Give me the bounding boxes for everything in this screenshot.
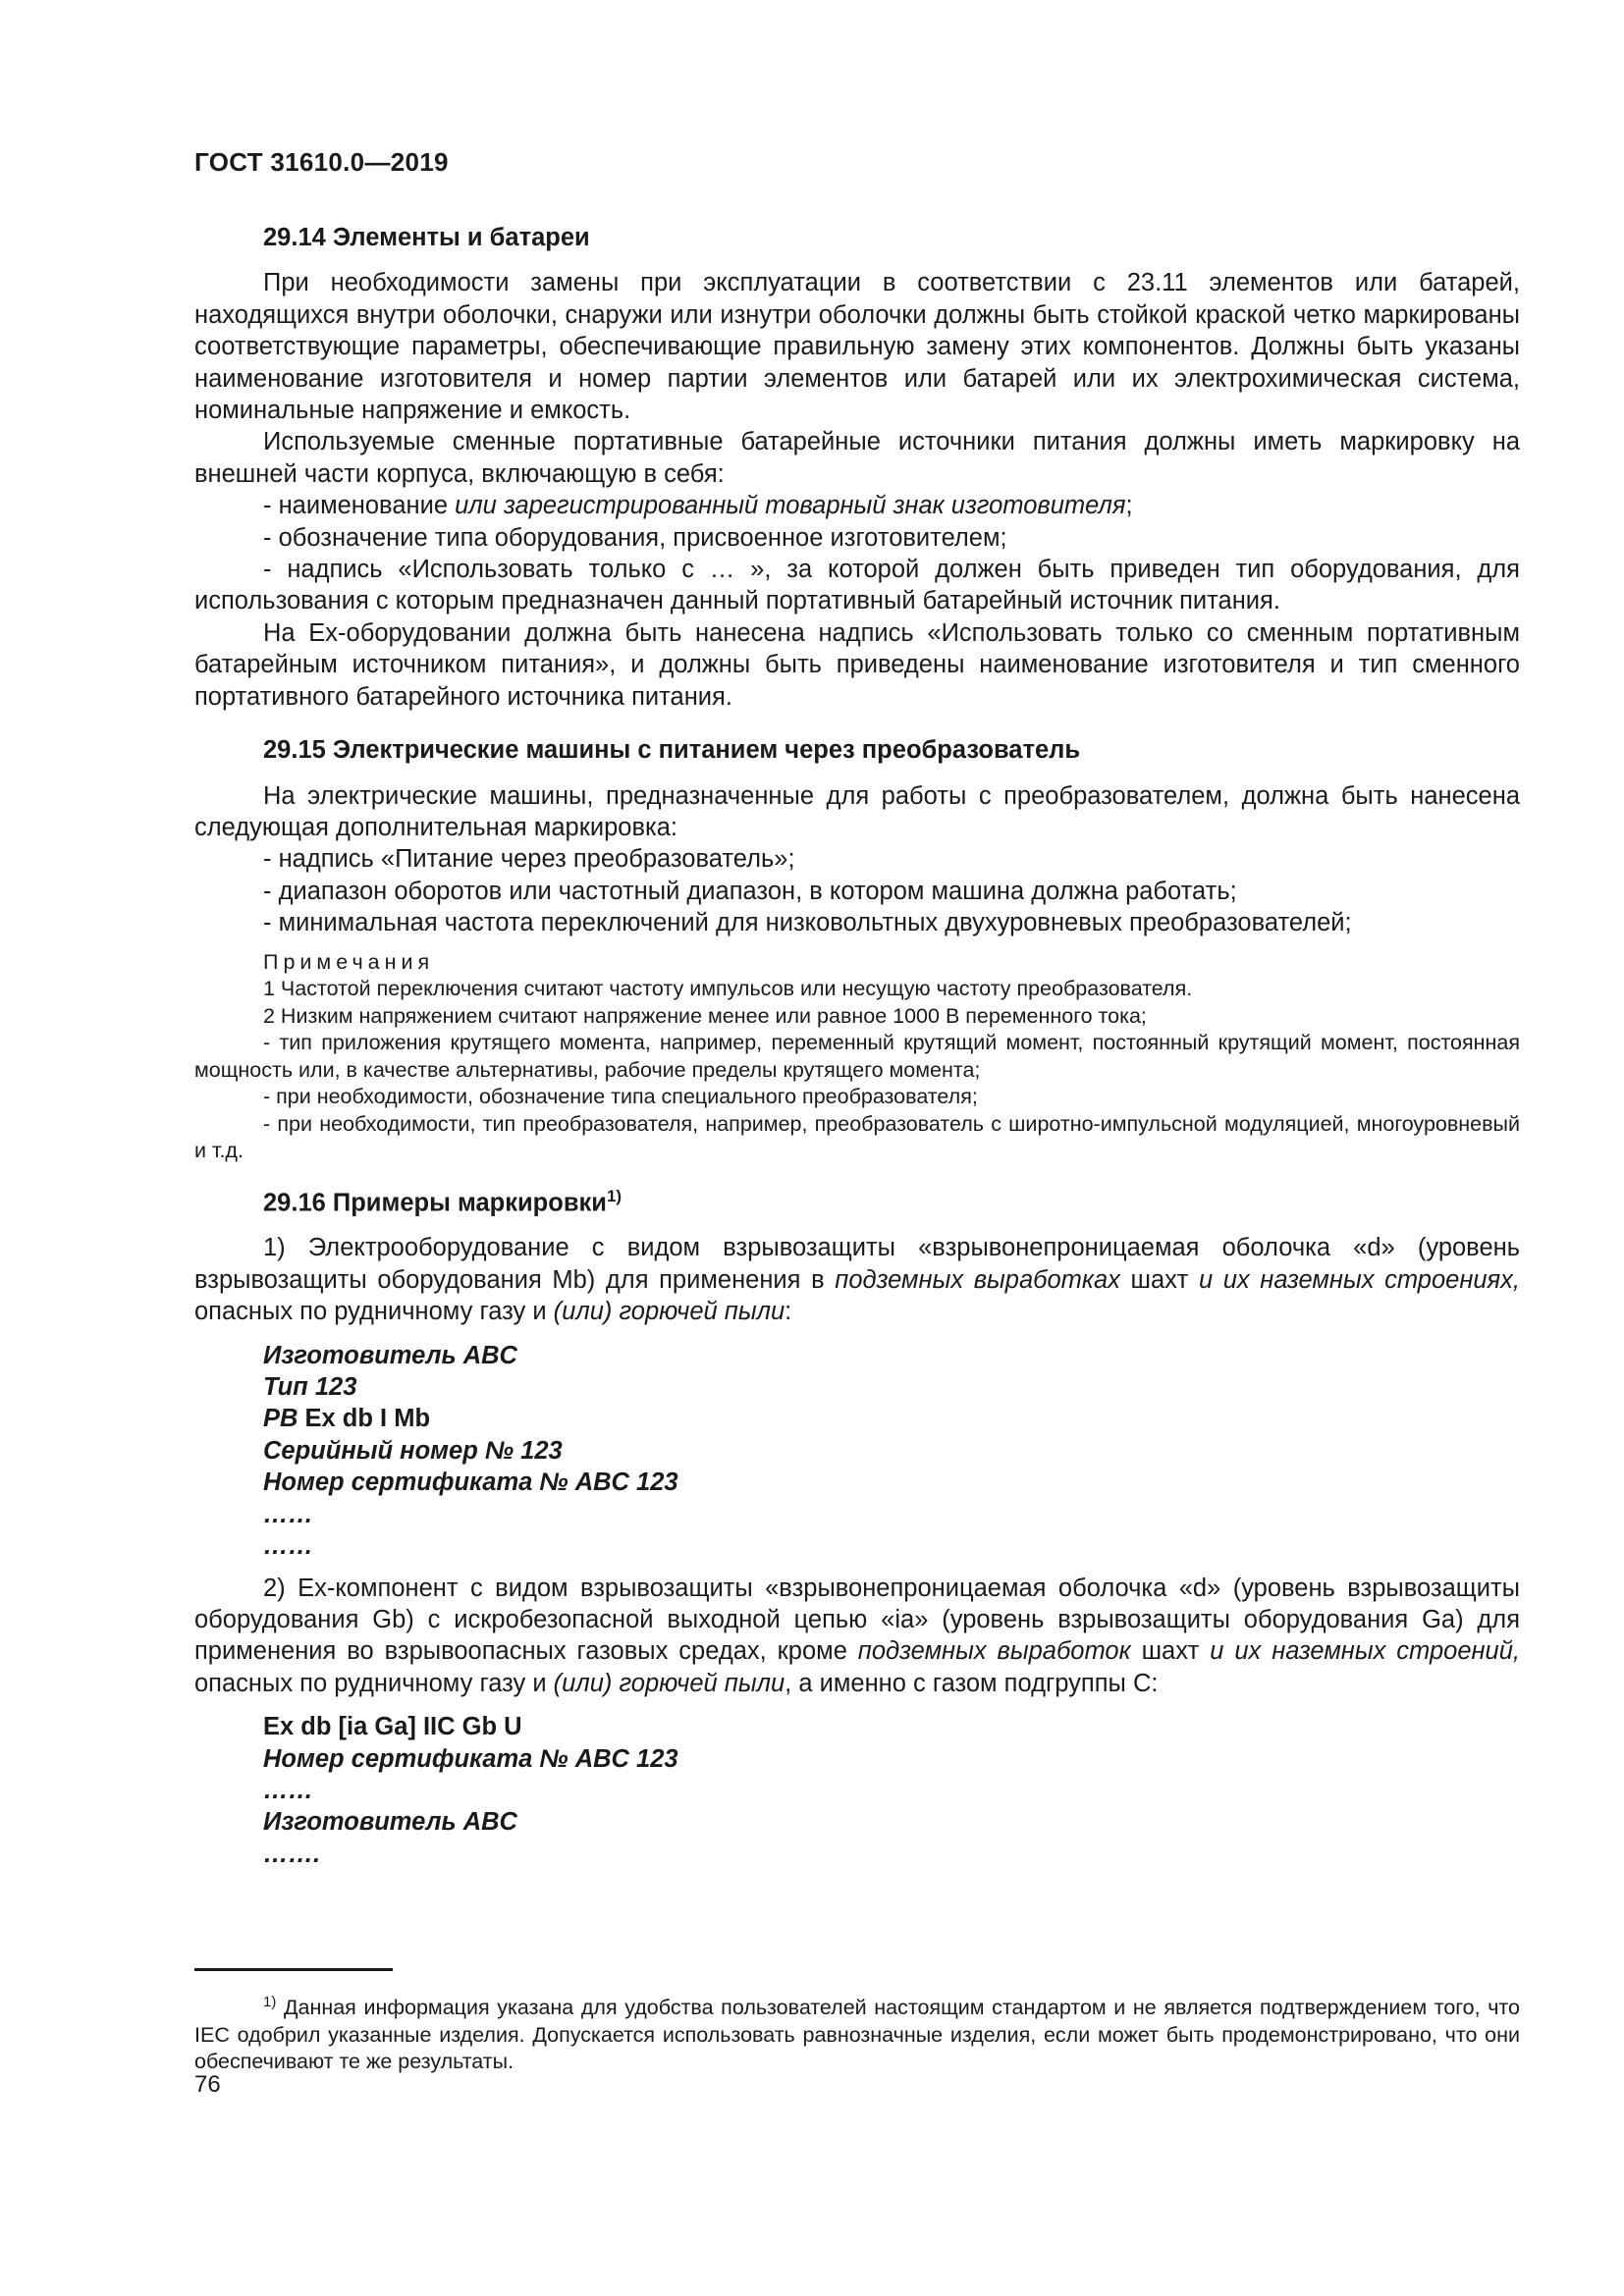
paragraph: Используемые сменные портативные батарейные источники питания должны иметь маркировку на внешней части корпуса, включающую в себя: bbox=[194, 428, 1520, 488]
notes-block bbox=[194, 949, 1520, 1165]
marking-line: …… bbox=[263, 1532, 313, 1561]
italic-run: подземных выработок bbox=[857, 1637, 1131, 1666]
marking-prefix: РВ bbox=[263, 1405, 298, 1433]
document-header: ГОСТ 31610.0—2019 bbox=[194, 147, 449, 177]
note-item: 2 Низким напряжением считают напряжение менее или равное 1000 В переменного тока; bbox=[263, 1003, 1147, 1028]
footnote-text: Данная информация указана для удобства пользователей настоящим стандартом и не является подтверждением того, что IEC одобрил указанные изделия. Допускается использовать равнозначные изделия, если может быть продемонстрировано, что они обеспечивают те же результаты. bbox=[194, 1996, 1520, 2074]
italic-run: и их наземных строений, bbox=[1210, 1637, 1520, 1666]
list-item: - минимальная частота переключений для низковольтных двухуровневых преобразователей; bbox=[263, 909, 1352, 937]
list-item bbox=[194, 490, 1520, 521]
marking-line: Серийный номер № 123 bbox=[263, 1436, 563, 1465]
italic-run: подземных выработках bbox=[835, 1265, 1120, 1294]
marking-line: Тип 123 bbox=[263, 1373, 357, 1402]
document-body bbox=[194, 222, 1520, 1880]
marking-line: Изготовитель ABC bbox=[263, 1808, 517, 1837]
marking-line: Изготовитель ABC bbox=[263, 1341, 517, 1369]
footnote-divider bbox=[194, 1968, 393, 1971]
paragraph: При необходимости замены при эксплуатации в соответствии с 23.11 элементов или батарей, находящихся внутри оболочки, снаружи или изнутри оболочки должны быть стойкой краской четко маркированы соответствующие параметры, обеспечивающие правильную замену этих компонентов. Должны быть указаны наименование изготовителя и номер партии элементов или батарей или их электрохимическая система, номинальные напряжение и емкость. bbox=[194, 269, 1520, 425]
footnote bbox=[194, 1989, 1520, 2076]
list-item-italic: или зарегистрированный товарный знак изготовителя bbox=[455, 492, 1126, 520]
footnote-marker: 1) bbox=[263, 1994, 277, 2010]
text-run: 1) Электрооборудование с видом взрывозащиты «взрывонепроницаемая оболочка «d» (уровень взрывозащиты оборудования Mb) для применения в bbox=[194, 1234, 1520, 1294]
paragraph: На электрические машины, предназначенные для работы с преобразователем, должна быть нанесена следующая дополнительная маркировка: bbox=[194, 781, 1520, 841]
marking-line: ……. bbox=[263, 1840, 321, 1868]
example-paragraph-2 bbox=[194, 1573, 1520, 1700]
note-item: - тип приложения крутящего момента, например, переменный крутящий момент, постоянный крутящий момент, постоянная мощность или, в качестве альтернативы, рабочие пределы крутящего момента; bbox=[194, 1031, 1520, 1082]
marking-line: Номер сертификата № ABC 123 bbox=[263, 1744, 678, 1773]
italic-run: и их наземных строениях, bbox=[1198, 1265, 1521, 1294]
marking-example-1 bbox=[194, 1340, 1520, 1563]
paragraph: На Ex-оборудовании должна быть нанесена надпись «Использовать только со сменным портативным батарейным источником питания», и должны быть приведены наименование изготовителя и тип сменного портативного батарейного источника питания. bbox=[194, 618, 1520, 711]
notes-title: Примечания bbox=[263, 949, 435, 974]
list-item: - надпись «Использовать только с … », за которой должен быть приведен тип оборудования, для использования с которым предназначен данный портативный батарейный источник питания. bbox=[194, 556, 1520, 615]
text-run: шахт bbox=[1119, 1265, 1199, 1294]
marking-line: …… bbox=[263, 1500, 313, 1528]
text-run: : bbox=[785, 1298, 792, 1326]
section-heading-29-15: 29.15 Электрические машины с питанием через преобразователь bbox=[263, 736, 1081, 765]
text-run: опасных по рудничному газу и bbox=[194, 1669, 554, 1697]
note-item: - при необходимости, тип преобразователя, например, преобразователь с широтно-импульсной модуляцией, многоуровневый и т.д. bbox=[194, 1111, 1520, 1163]
italic-run: (или) горючей пыли bbox=[553, 1298, 785, 1326]
list-item-text: ; bbox=[1125, 492, 1133, 520]
text-run: опасных по рудничному газу и bbox=[194, 1298, 554, 1326]
list-item: - обозначение типа оборудования, присвоенное изготовителем; bbox=[263, 523, 1007, 552]
text-run: шахт bbox=[1130, 1637, 1211, 1666]
marking-line: Ex db [ia Ga] IIC Gb U bbox=[263, 1713, 522, 1741]
note-item: - при необходимости, обозначение типа специального преобразователя; bbox=[263, 1085, 978, 1109]
list-item: - надпись «Питание через преобразователь»; bbox=[263, 845, 795, 874]
section-heading-29-16 bbox=[263, 1181, 1520, 1219]
marking-line: Номер сертификата № ABC 123 bbox=[263, 1468, 678, 1497]
italic-run: (или) горючей пыли bbox=[553, 1669, 785, 1697]
list-item-text: - наименование bbox=[263, 492, 456, 520]
footnote-indent bbox=[194, 1996, 263, 2019]
marking-example-2 bbox=[194, 1711, 1520, 1870]
heading-text: 29.16 Примеры маркировки bbox=[263, 1189, 607, 1217]
marking-code: Ex db I Mb bbox=[298, 1405, 431, 1433]
footnote-ref: 1) bbox=[606, 1186, 623, 1205]
example-paragraph-1 bbox=[194, 1232, 1520, 1327]
marking-line bbox=[263, 1403, 1520, 1434]
section-heading-29-14: 29.14 Элементы и батареи bbox=[263, 224, 590, 251]
marking-line: …… bbox=[263, 1776, 313, 1804]
page-number: 76 bbox=[194, 2071, 221, 2098]
text-run: , а именно с газом подгруппы С: bbox=[785, 1669, 1159, 1697]
list-item: - диапазон оборотов или частотный диапазон, в котором машина должна работать; bbox=[263, 877, 1237, 905]
text-run: 2) Ex-компонент с видом взрывозащиты «взрывонепроницаемая оболочка «d» (уровень взрывозащиты оборудования Gb) с искробезопасной выходной цепью «ia» (уровень взрывозащиты оборудования Ga) для применения во взрывоопасных газовых средах, кроме bbox=[194, 1574, 1520, 1666]
note-item: 1 Частотой переключения считают частоту импульсов или несущую частоту преобразователя. bbox=[263, 977, 1193, 1001]
